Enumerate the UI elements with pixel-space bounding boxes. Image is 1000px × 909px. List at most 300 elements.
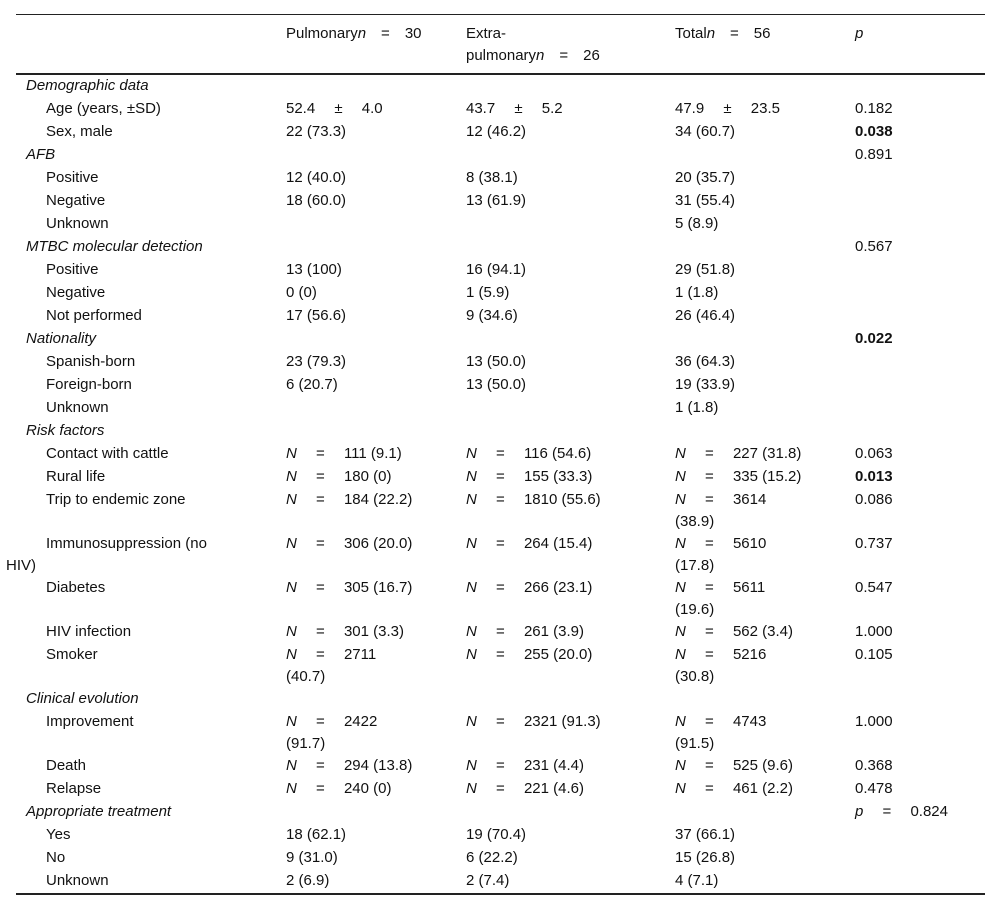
n-label: N [466, 468, 477, 485]
cell-value: 19 (33.9) [675, 376, 736, 393]
p-label: p [855, 803, 864, 820]
eq-sign: = [496, 780, 505, 797]
cell-pulmonary [276, 577, 456, 621]
cell-pulmonary [276, 351, 456, 374]
row-label-text: HIV infection [46, 623, 132, 640]
cell-p-value [845, 259, 985, 282]
row-label [16, 778, 276, 801]
table-row [16, 236, 985, 259]
cell-pulmonary [276, 397, 456, 420]
cell-total [665, 420, 845, 443]
cell-pulmonary [276, 74, 456, 98]
cell-p-value [845, 328, 985, 351]
cell-value: 266 (23.1) [523, 579, 593, 596]
p-value: 1.000 [855, 713, 893, 730]
cell-value: 13 (61.9) [466, 192, 527, 209]
cell-p-value [845, 533, 985, 577]
header-extrapulmonary [456, 15, 665, 75]
table-row [16, 282, 985, 305]
cell-extrapulmonary [456, 533, 665, 577]
header-eq-1: = [381, 25, 390, 42]
eq-sign: = [316, 579, 325, 596]
cell-pulmonary [276, 466, 456, 489]
row-label [16, 755, 276, 778]
cell-value: 1 (5.9) [466, 284, 510, 301]
cell-value: 301 (3.3) [343, 623, 404, 640]
cell-extrapulmonary [456, 213, 665, 236]
header-pulmonary [276, 15, 456, 75]
row-label-text: Demographic data [26, 77, 149, 94]
cell-p-value [845, 577, 985, 621]
eq-sign: = [705, 713, 714, 730]
row-label-text: MTBC molecular detection [26, 238, 203, 255]
row-label [16, 74, 276, 98]
eq-sign: = [705, 757, 714, 774]
row-label [16, 870, 276, 894]
cell-p-value [845, 755, 985, 778]
eq-sign: = [705, 491, 714, 508]
row-label-text-cont: HIV) [6, 557, 36, 574]
row-label [16, 190, 276, 213]
cell-total [665, 711, 845, 755]
cell-pulmonary [276, 305, 456, 328]
eq-sign: = [316, 757, 325, 774]
row-label-text: Negative [46, 284, 106, 301]
cell-p-value [845, 824, 985, 847]
cell-value: 1810 (55.6) [523, 491, 601, 508]
n-label: N [675, 445, 686, 462]
cell-extrapulmonary [456, 621, 665, 644]
row-label-text: Unknown [46, 872, 109, 889]
table-row [16, 755, 985, 778]
cell-total [665, 305, 845, 328]
n-label: N [286, 757, 297, 774]
cell-pulmonary [276, 236, 456, 259]
cell-total [665, 847, 845, 870]
cell-extrapulmonary [456, 374, 665, 397]
row-label [16, 466, 276, 489]
cell-pulmonary [276, 688, 456, 711]
row-label-text: Not performed [46, 307, 142, 324]
cell-total [665, 824, 845, 847]
cell-extrapulmonary [456, 801, 665, 824]
cell-extrapulmonary [456, 489, 665, 533]
cell-p-value [845, 305, 985, 328]
row-label [16, 213, 276, 236]
cell-pulmonary [276, 489, 456, 533]
cell-value: 4743 [732, 713, 767, 730]
header-extrapulmonary-n: n [536, 47, 545, 64]
table-row [16, 466, 985, 489]
cell-value: 43.7 ± 5.2 [466, 100, 563, 117]
cell-value: 461 (2.2) [732, 780, 793, 797]
header-total-n: n [706, 25, 716, 42]
eq-sign: = [496, 491, 505, 508]
cell-value: 2711 [343, 646, 377, 663]
cell-value: 525 (9.6) [732, 757, 793, 774]
eq-sign: = [705, 623, 714, 640]
n-label: N [466, 445, 477, 462]
n-label: N [286, 535, 297, 552]
cell-total [665, 121, 845, 144]
table-row [16, 801, 985, 824]
eq-sign: = [705, 445, 714, 462]
n-label: N [286, 623, 297, 640]
table-row [16, 74, 985, 98]
header-eq-2: = [559, 47, 569, 64]
cell-p-value [845, 621, 985, 644]
cell-value: 37 (66.1) [675, 826, 736, 843]
cell-total [665, 621, 845, 644]
cell-value: 13 (50.0) [466, 376, 527, 393]
row-label-text: Sex, male [46, 123, 113, 140]
cell-extrapulmonary [456, 328, 665, 351]
cell-extrapulmonary [456, 74, 665, 98]
row-label [16, 420, 276, 443]
n-label: N [675, 579, 686, 596]
row-label [16, 711, 276, 755]
row-label-text: Diabetes [46, 579, 106, 596]
cell-value: 562 (3.4) [732, 623, 793, 640]
row-label [16, 305, 276, 328]
cell-p-value [845, 801, 985, 824]
table-row [16, 824, 985, 847]
cell-value: 5611 [732, 579, 766, 596]
row-label [16, 397, 276, 420]
cell-total [665, 466, 845, 489]
row-label [16, 374, 276, 397]
table-container [6, 14, 985, 895]
n-label: N [286, 646, 297, 663]
cell-value: 306 (20.0) [343, 535, 413, 552]
table-row [16, 711, 985, 755]
row-label-text: Foreign-born [46, 376, 132, 393]
cell-pulmonary [276, 374, 456, 397]
cell-total [665, 801, 845, 824]
cell-value: 305 (16.7) [343, 579, 413, 596]
header-blank [16, 15, 276, 75]
cell-value: 1 (1.8) [675, 399, 719, 416]
cell-pulmonary [276, 144, 456, 167]
cell-value: 20 (35.7) [675, 169, 736, 186]
row-label-text: Trip to endemic zone [46, 491, 186, 508]
cell-value: 17 (56.6) [286, 307, 347, 324]
cell-p-value [845, 466, 985, 489]
cell-total [665, 577, 845, 621]
cell-value: 13 (100) [286, 261, 342, 278]
cell-pulmonary [276, 282, 456, 305]
eq-sign: = [496, 445, 505, 462]
row-label [16, 621, 276, 644]
cell-pulmonary [276, 328, 456, 351]
row-label [16, 489, 276, 533]
cell-value: 18 (60.0) [286, 192, 347, 209]
cell-value: 13 (50.0) [466, 353, 527, 370]
cell-extrapulmonary [456, 870, 665, 894]
n-label: N [466, 535, 477, 552]
cell-p-value [845, 190, 985, 213]
table-row [16, 847, 985, 870]
cell-p-value [845, 167, 985, 190]
cell-pulmonary [276, 190, 456, 213]
eq-sign: = [882, 803, 892, 820]
table-row [16, 644, 985, 688]
header-total-val: 56 [753, 25, 771, 42]
cell-pulmonary [276, 98, 456, 121]
cell-p-value [845, 847, 985, 870]
cell-total [665, 190, 845, 213]
cell-value: 9 (34.6) [466, 307, 518, 324]
cell-extrapulmonary [456, 236, 665, 259]
row-label [16, 282, 276, 305]
header-extrapulmonary-label-b: pulmonary [466, 47, 537, 64]
cell-pulmonary [276, 167, 456, 190]
eq-sign: = [705, 468, 714, 485]
p-value: 0.013 [855, 468, 893, 485]
eq-sign: = [496, 535, 505, 552]
cell-p-value [845, 374, 985, 397]
cell-total [665, 443, 845, 466]
cell-total [665, 644, 845, 688]
header-pulmonary-label: Pulmonary [286, 25, 358, 42]
table-row [16, 213, 985, 236]
table-row [16, 489, 985, 533]
n-label: N [675, 757, 686, 774]
cell-value: 47.9 ± 23.5 [675, 100, 780, 117]
table-row [16, 98, 985, 121]
cell-value: 26 (46.4) [675, 307, 736, 324]
cell-value: 31 (55.4) [675, 192, 736, 209]
n-label: N [286, 579, 297, 596]
cell-pulmonary [276, 847, 456, 870]
eq-sign: = [496, 468, 505, 485]
table-body [6, 74, 985, 894]
cell-extrapulmonary [456, 443, 665, 466]
table-row [16, 870, 985, 894]
cell-total [665, 328, 845, 351]
cell-p-value [845, 74, 985, 98]
cell-value: 294 (13.8) [343, 757, 413, 774]
cell-p-value [845, 420, 985, 443]
n-label: N [466, 713, 477, 730]
row-label-text: Positive [46, 169, 99, 186]
cell-value: 3614 [732, 491, 767, 508]
cell-pulmonary [276, 644, 456, 688]
eq-sign: = [496, 713, 505, 730]
cell-total [665, 351, 845, 374]
cell-value: 261 (3.9) [523, 623, 584, 640]
eq-sign: = [316, 646, 325, 663]
row-label [16, 847, 276, 870]
n-label: N [286, 780, 297, 797]
row-label [6, 533, 276, 577]
data-table [6, 14, 985, 895]
cell-p-value [845, 644, 985, 688]
cell-extrapulmonary [456, 778, 665, 801]
cell-value: 5216 [732, 646, 767, 663]
cell-pulmonary [276, 755, 456, 778]
cell-p-value [845, 870, 985, 894]
cell-value: 2422 [343, 713, 378, 730]
cell-pulmonary [276, 443, 456, 466]
n-label: N [675, 713, 686, 730]
cell-value: 34 (60.7) [675, 123, 736, 140]
cell-total [665, 282, 845, 305]
cell-pulmonary [276, 621, 456, 644]
row-label [16, 328, 276, 351]
eq-sign: = [496, 646, 505, 663]
n-label: N [675, 780, 686, 797]
cell-value: 8 (38.1) [466, 169, 518, 186]
cell-value: 36 (64.3) [675, 353, 736, 370]
eq-sign: = [496, 757, 505, 774]
row-label-text: Appropriate treatment [26, 803, 172, 820]
header-extrapulmonary-val: 26 [583, 47, 600, 64]
p-value: 0.368 [855, 757, 893, 774]
row-label [16, 801, 276, 824]
cell-extrapulmonary [456, 351, 665, 374]
cell-total [665, 74, 845, 98]
p-value: 0.891 [855, 146, 893, 163]
cell-p-value [845, 144, 985, 167]
n-label: N [466, 646, 477, 663]
cell-pulmonary [276, 711, 456, 755]
table-row [16, 688, 985, 711]
cell-pulmonary [276, 778, 456, 801]
row-label-text: Risk factors [26, 422, 105, 439]
cell-value: 231 (4.4) [523, 757, 584, 774]
cell-total [665, 144, 845, 167]
p-value: 0.824 [910, 803, 948, 820]
table-row [16, 259, 985, 282]
cell-p-value [845, 213, 985, 236]
cell-extrapulmonary [456, 420, 665, 443]
header-total-label: Total [675, 25, 707, 42]
cell-p-value [845, 98, 985, 121]
table-row [16, 121, 985, 144]
cell-pulmonary [276, 870, 456, 894]
cell-value: 16 (94.1) [466, 261, 527, 278]
row-label-text: Death [46, 757, 87, 774]
row-label-text: Age (years, ±SD) [46, 100, 161, 117]
table-row [16, 778, 985, 801]
row-label [16, 236, 276, 259]
row-label-text: Improvement [46, 713, 134, 730]
cell-value: 227 (31.8) [732, 445, 802, 462]
row-label [16, 577, 276, 621]
cell-value: 29 (51.8) [675, 261, 736, 278]
cell-value-cont: (17.8) [675, 557, 715, 574]
p-value: 0.063 [855, 445, 893, 462]
row-label-text: Negative [46, 192, 106, 209]
cell-extrapulmonary [456, 577, 665, 621]
cell-p-value [845, 688, 985, 711]
cell-p-value [845, 351, 985, 374]
cell-value: 18 (62.1) [286, 826, 347, 843]
cell-p-value [845, 121, 985, 144]
cell-extrapulmonary [456, 688, 665, 711]
p-value: 0.022 [855, 330, 893, 347]
table-row [16, 190, 985, 213]
cell-total [665, 236, 845, 259]
cell-extrapulmonary [456, 167, 665, 190]
cell-p-value [845, 489, 985, 533]
cell-value: 6 (20.7) [286, 376, 338, 393]
cell-extrapulmonary [456, 847, 665, 870]
cell-value: 12 (40.0) [286, 169, 347, 186]
cell-total [665, 213, 845, 236]
table-row [16, 144, 985, 167]
row-label-text: Smoker [46, 646, 98, 663]
eq-sign: = [496, 623, 505, 640]
cell-value: 5610 [732, 535, 767, 552]
cell-value: 12 (46.2) [466, 123, 527, 140]
cell-value-cont: (38.9) [675, 513, 715, 530]
n-label: N [675, 535, 686, 552]
cell-pulmonary [276, 420, 456, 443]
eq-sign: = [316, 468, 325, 485]
cell-extrapulmonary [456, 755, 665, 778]
row-label [16, 351, 276, 374]
cell-total [665, 755, 845, 778]
cell-pulmonary [276, 824, 456, 847]
table-row [16, 167, 985, 190]
cell-value: 264 (15.4) [523, 535, 593, 552]
cell-extrapulmonary [456, 98, 665, 121]
table-row [16, 621, 985, 644]
n-label: N [466, 780, 477, 797]
cell-extrapulmonary [456, 644, 665, 688]
table-row [16, 397, 985, 420]
row-label [16, 121, 276, 144]
header-row [16, 15, 985, 75]
table-row [16, 328, 985, 351]
cell-value: 155 (33.3) [523, 468, 593, 485]
cell-value: 4 (7.1) [675, 872, 719, 889]
cell-value: 240 (0) [343, 780, 392, 797]
cell-total [665, 397, 845, 420]
cell-total [665, 870, 845, 894]
cell-extrapulmonary [456, 397, 665, 420]
p-value: 0.547 [855, 579, 893, 596]
cell-value: 22 (73.3) [286, 123, 347, 140]
row-label [16, 443, 276, 466]
p-value: 0.105 [855, 646, 893, 663]
cell-total [665, 533, 845, 577]
row-label-text: Unknown [46, 215, 109, 232]
cell-pulmonary [276, 213, 456, 236]
cell-value: 1 (1.8) [675, 284, 719, 301]
cell-p-value [845, 778, 985, 801]
cell-value: 52.4 ± 4.0 [286, 100, 383, 117]
table-row [16, 420, 985, 443]
row-label-text: Relapse [46, 780, 102, 797]
eq-sign: = [316, 623, 325, 640]
cell-value: 9 (31.0) [286, 849, 338, 866]
cell-value: 111 (9.1) [343, 445, 402, 462]
row-label-text: AFB [26, 146, 56, 163]
row-label-text: Unknown [46, 399, 109, 416]
table-row [16, 533, 985, 577]
row-label-text: Yes [46, 826, 71, 843]
cell-extrapulmonary [456, 711, 665, 755]
row-label [16, 688, 276, 711]
cell-extrapulmonary [456, 305, 665, 328]
row-label-text: Spanish-born [46, 353, 136, 370]
cell-value: 15 (26.8) [675, 849, 736, 866]
cell-pulmonary [276, 533, 456, 577]
cell-value: 221 (4.6) [523, 780, 584, 797]
